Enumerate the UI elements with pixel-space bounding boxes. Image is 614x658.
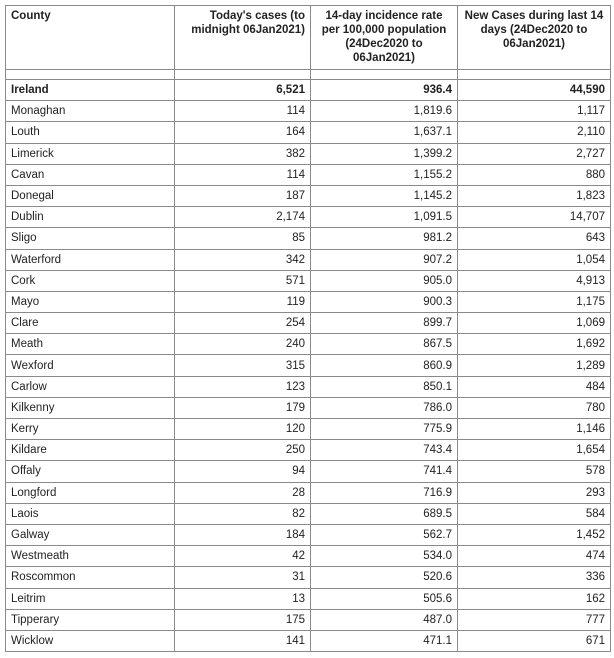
table-row xyxy=(6,313,611,334)
county-cell: Wicklow xyxy=(6,630,175,651)
new-cases-cell: 1,823 xyxy=(458,185,611,206)
county-cell: Limerick xyxy=(6,143,175,164)
table-row xyxy=(6,397,611,418)
incidence-rate-cell: 689.5 xyxy=(311,503,458,524)
todays-cases-cell: 179 xyxy=(175,397,311,418)
county-cell: Cork xyxy=(6,270,175,291)
new-cases-cell: 880 xyxy=(458,164,611,185)
incidence-rate-cell: 1,819.6 xyxy=(311,101,458,122)
table-row xyxy=(6,482,611,503)
table-row xyxy=(6,122,611,143)
table-row xyxy=(6,249,611,270)
table-row xyxy=(6,164,611,185)
todays-cases-cell: 184 xyxy=(175,524,311,545)
new-cases-cell: 1,654 xyxy=(458,440,611,461)
new-cases-cell: 1,289 xyxy=(458,355,611,376)
incidence-rate-cell: 1,155.2 xyxy=(311,164,458,185)
header-new-cases-14-days: New Cases during last 14 days (24Dec2020 to 06Jan2021) xyxy=(458,6,611,70)
spacer-cell xyxy=(458,70,611,80)
header-row xyxy=(6,6,611,70)
county-cell: Waterford xyxy=(6,249,175,270)
county-cell: Leitrim xyxy=(6,588,175,609)
county-cases-table xyxy=(5,5,611,652)
county-cell: Roscommon xyxy=(6,567,175,588)
incidence-rate-cell: 899.7 xyxy=(311,313,458,334)
table-row xyxy=(6,207,611,228)
county-cell: Mayo xyxy=(6,291,175,312)
incidence-rate-cell: 936.4 xyxy=(311,80,458,101)
todays-cases-cell: 342 xyxy=(175,249,311,270)
table-row xyxy=(6,524,611,545)
incidence-rate-cell: 981.2 xyxy=(311,228,458,249)
table-row xyxy=(6,419,611,440)
county-cell: Clare xyxy=(6,313,175,334)
county-cell: Meath xyxy=(6,334,175,355)
todays-cases-cell: 42 xyxy=(175,546,311,567)
county-cell: Donegal xyxy=(6,185,175,206)
todays-cases-cell: 6,521 xyxy=(175,80,311,101)
new-cases-cell: 780 xyxy=(458,397,611,418)
new-cases-cell: 1,069 xyxy=(458,313,611,334)
table-row xyxy=(6,567,611,588)
todays-cases-cell: 120 xyxy=(175,419,311,440)
table-row xyxy=(6,291,611,312)
todays-cases-cell: 254 xyxy=(175,313,311,334)
todays-cases-cell: 85 xyxy=(175,228,311,249)
table-row xyxy=(6,376,611,397)
todays-cases-cell: 175 xyxy=(175,609,311,630)
county-cell: Galway xyxy=(6,524,175,545)
todays-cases-cell: 164 xyxy=(175,122,311,143)
county-cell: Monaghan xyxy=(6,101,175,122)
table-container xyxy=(5,5,611,652)
todays-cases-cell: 382 xyxy=(175,143,311,164)
incidence-rate-cell: 775.9 xyxy=(311,419,458,440)
table-row xyxy=(6,546,611,567)
incidence-rate-cell: 786.0 xyxy=(311,397,458,418)
new-cases-cell: 474 xyxy=(458,546,611,567)
header-incidence-rate: 14-day incidence rate per 100,000 population (24Dec2020 to 06Jan2021) xyxy=(311,6,458,70)
new-cases-cell: 1,054 xyxy=(458,249,611,270)
spacer-cell xyxy=(175,70,311,80)
incidence-rate-cell: 520.6 xyxy=(311,567,458,588)
new-cases-cell: 1,452 xyxy=(458,524,611,545)
new-cases-cell: 162 xyxy=(458,588,611,609)
todays-cases-cell: 31 xyxy=(175,567,311,588)
county-cell: Sligo xyxy=(6,228,175,249)
new-cases-cell: 484 xyxy=(458,376,611,397)
new-cases-cell: 671 xyxy=(458,630,611,651)
new-cases-cell: 2,727 xyxy=(458,143,611,164)
new-cases-cell: 1,175 xyxy=(458,291,611,312)
county-cell: Cavan xyxy=(6,164,175,185)
spacer-row xyxy=(6,70,611,80)
todays-cases-cell: 240 xyxy=(175,334,311,355)
county-cell: Carlow xyxy=(6,376,175,397)
incidence-rate-cell: 562.7 xyxy=(311,524,458,545)
new-cases-cell: 1,117 xyxy=(458,101,611,122)
table-row xyxy=(6,503,611,524)
new-cases-cell: 14,707 xyxy=(458,207,611,228)
incidence-rate-cell: 743.4 xyxy=(311,440,458,461)
incidence-rate-cell: 1,145.2 xyxy=(311,185,458,206)
table-row xyxy=(6,270,611,291)
incidence-rate-cell: 716.9 xyxy=(311,482,458,503)
national-total-row xyxy=(6,80,611,101)
table-row xyxy=(6,440,611,461)
table-row xyxy=(6,461,611,482)
county-cell: Kerry xyxy=(6,419,175,440)
incidence-rate-cell: 867.5 xyxy=(311,334,458,355)
county-cell: Ireland xyxy=(6,80,175,101)
new-cases-cell: 1,692 xyxy=(458,334,611,355)
incidence-rate-cell: 1,091.5 xyxy=(311,207,458,228)
incidence-rate-cell: 900.3 xyxy=(311,291,458,312)
table-row xyxy=(6,228,611,249)
incidence-rate-cell: 487.0 xyxy=(311,609,458,630)
county-cell: Kilkenny xyxy=(6,397,175,418)
new-cases-cell: 4,913 xyxy=(458,270,611,291)
county-cell: Dublin xyxy=(6,207,175,228)
incidence-rate-cell: 860.9 xyxy=(311,355,458,376)
new-cases-cell: 2,110 xyxy=(458,122,611,143)
todays-cases-cell: 250 xyxy=(175,440,311,461)
spacer-cell xyxy=(311,70,458,80)
incidence-rate-cell: 534.0 xyxy=(311,546,458,567)
todays-cases-cell: 13 xyxy=(175,588,311,609)
todays-cases-cell: 187 xyxy=(175,185,311,206)
table-row xyxy=(6,101,611,122)
county-cell: Louth xyxy=(6,122,175,143)
county-cell: Tipperary xyxy=(6,609,175,630)
table-row xyxy=(6,609,611,630)
incidence-rate-cell: 907.2 xyxy=(311,249,458,270)
spacer-cell xyxy=(6,70,175,80)
new-cases-cell: 44,590 xyxy=(458,80,611,101)
table-row xyxy=(6,355,611,376)
todays-cases-cell: 82 xyxy=(175,503,311,524)
todays-cases-cell: 571 xyxy=(175,270,311,291)
new-cases-cell: 777 xyxy=(458,609,611,630)
new-cases-cell: 1,146 xyxy=(458,419,611,440)
table-row xyxy=(6,185,611,206)
new-cases-cell: 584 xyxy=(458,503,611,524)
county-cell: Offaly xyxy=(6,461,175,482)
table-row xyxy=(6,630,611,651)
todays-cases-cell: 28 xyxy=(175,482,311,503)
new-cases-cell: 293 xyxy=(458,482,611,503)
todays-cases-cell: 94 xyxy=(175,461,311,482)
incidence-rate-cell: 741.4 xyxy=(311,461,458,482)
incidence-rate-cell: 850.1 xyxy=(311,376,458,397)
table-row xyxy=(6,588,611,609)
new-cases-cell: 336 xyxy=(458,567,611,588)
county-cell: Wexford xyxy=(6,355,175,376)
table-row xyxy=(6,143,611,164)
county-cell: Laois xyxy=(6,503,175,524)
todays-cases-cell: 114 xyxy=(175,164,311,185)
incidence-rate-cell: 1,399.2 xyxy=(311,143,458,164)
table-row xyxy=(6,334,611,355)
new-cases-cell: 643 xyxy=(458,228,611,249)
header-todays-cases: Today's cases (to midnight 06Jan2021) xyxy=(175,6,311,70)
incidence-rate-cell: 471.1 xyxy=(311,630,458,651)
todays-cases-cell: 123 xyxy=(175,376,311,397)
county-cell: Kildare xyxy=(6,440,175,461)
incidence-rate-cell: 1,637.1 xyxy=(311,122,458,143)
todays-cases-cell: 315 xyxy=(175,355,311,376)
todays-cases-cell: 114 xyxy=(175,101,311,122)
county-cell: Westmeath xyxy=(6,546,175,567)
new-cases-cell: 578 xyxy=(458,461,611,482)
todays-cases-cell: 2,174 xyxy=(175,207,311,228)
incidence-rate-cell: 905.0 xyxy=(311,270,458,291)
incidence-rate-cell: 505.6 xyxy=(311,588,458,609)
todays-cases-cell: 119 xyxy=(175,291,311,312)
todays-cases-cell: 141 xyxy=(175,630,311,651)
county-cell: Longford xyxy=(6,482,175,503)
header-county: County xyxy=(6,6,175,70)
